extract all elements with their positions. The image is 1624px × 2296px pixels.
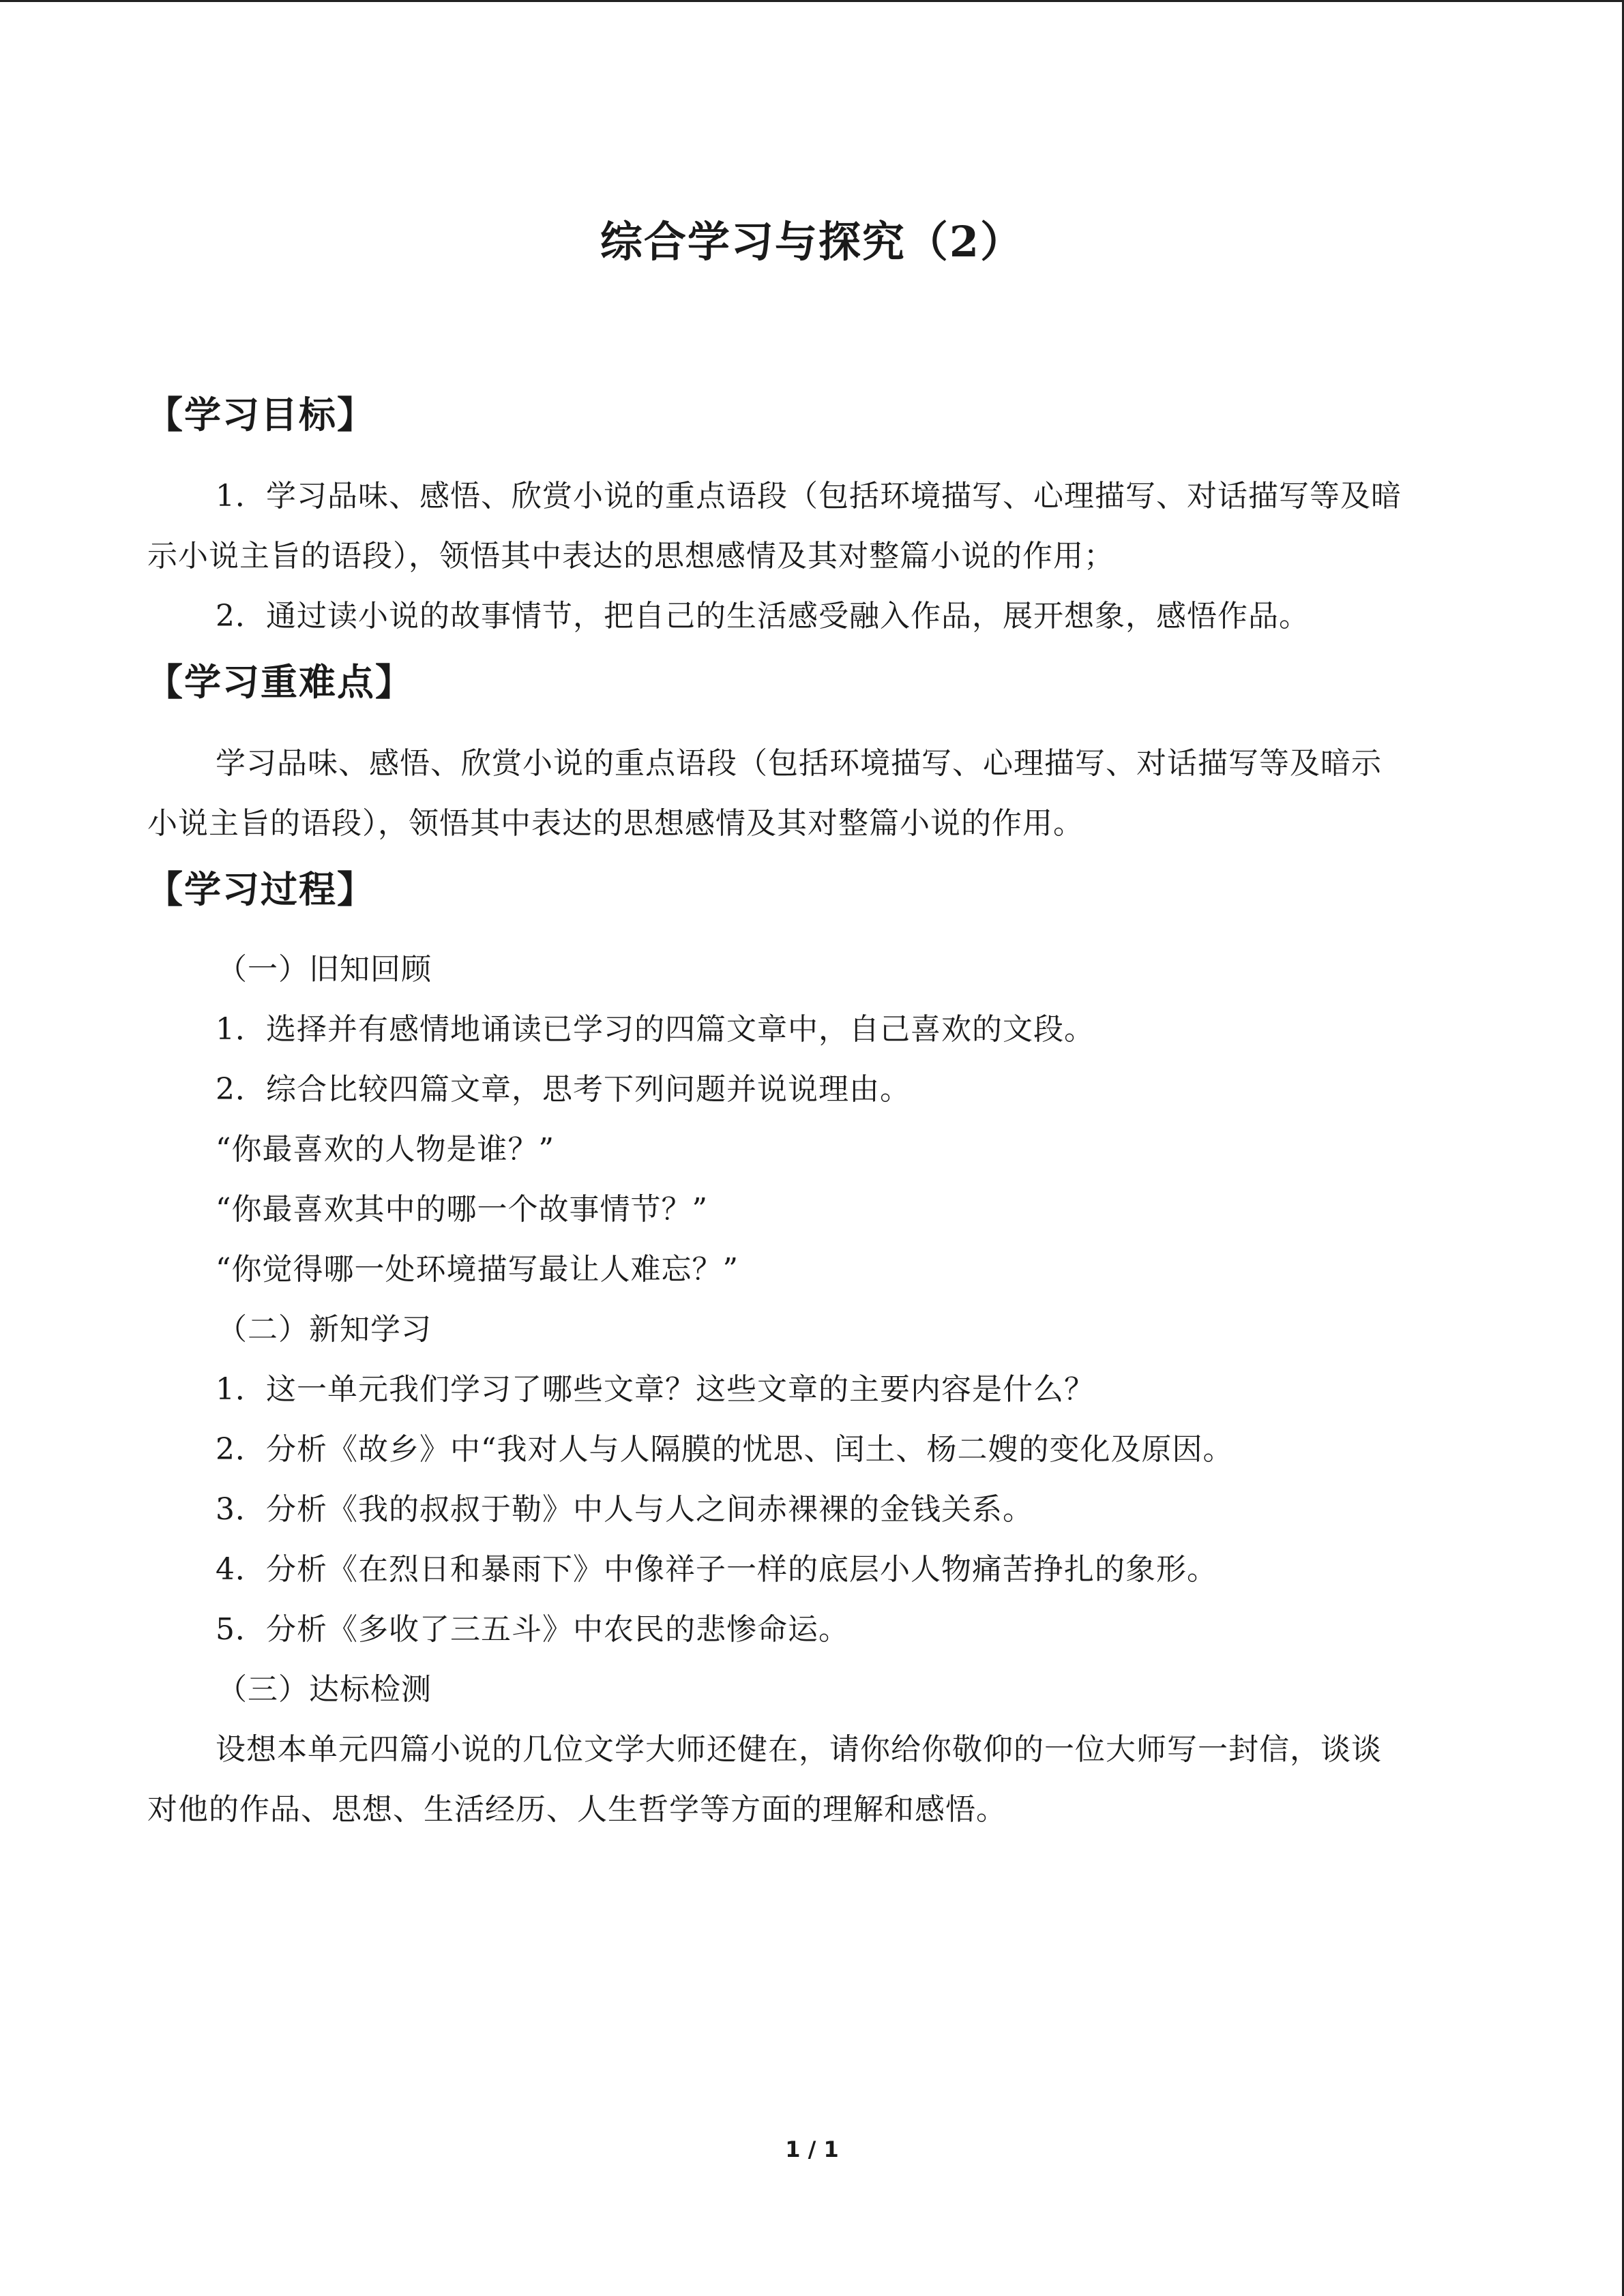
part2-line-1: 1．这一单元我们学习了哪些文章？这些文章的主要内容是什么？ xyxy=(216,1372,1095,1407)
key-point-line-2: 小说主旨的语段），领悟其中表达的思想感情及其对整篇小说的作用。 xyxy=(147,806,1084,841)
part1-line-3: “你最喜欢的人物是谁？” xyxy=(216,1132,555,1167)
key-point-line-1: 学习品味、感悟、欣赏小说的重点语段（包括环境描写、心理描写、对话描写等及暗示 xyxy=(216,746,1382,781)
part3-line-1: 设想本单元四篇小说的几位文学大师还健在，请你给你敬仰的一位大师写一封信，谈谈 xyxy=(216,1732,1382,1767)
part2-line-2: 2．分析《故乡》中“我对人与人隔膜的忧思、闰土、杨二嫂的变化及原因。 xyxy=(216,1432,1234,1467)
heading-process: 【学习过程】 xyxy=(146,867,375,911)
heading-key-points: 【学习重难点】 xyxy=(146,660,413,704)
objective-line-1: 1．学习品味、感悟、欣赏小说的重点语段（包括环境描写、心理描写、对话描写等及暗 xyxy=(216,479,1402,513)
heading-objectives: 【学习目标】 xyxy=(146,393,375,436)
part1-line-2: 2．综合比较四篇文章，思考下列问题并说说理由。 xyxy=(216,1072,911,1107)
page-number: 1 / 1 xyxy=(785,2136,839,2162)
part3-line-2: 对他的作品、思想、生活经历、人生哲学等方面的理解和感悟。 xyxy=(147,1792,1007,1827)
part1-line-4: “你最喜欢其中的哪一个故事情节？” xyxy=(216,1192,708,1227)
part2-label: （二）新知学习 xyxy=(217,1312,432,1347)
objective-line-3: 2．通过读小说的故事情节，把自己的生活感受融入作品，展开想象，感悟作品。 xyxy=(216,599,1310,633)
part3-label: （三）达标检测 xyxy=(217,1672,432,1707)
part2-line-4: 4．分析《在烈日和暴雨下》中像祥子一样的底层小人物痛苦挣扎的象形。 xyxy=(216,1552,1217,1587)
part1-label: （一）旧知回顾 xyxy=(217,952,432,987)
part1-line-1: 1．选择并有感情地诵读已学习的四篇文章中，自己喜欢的文段。 xyxy=(216,1012,1095,1047)
document-title: 综合学习与探究（2） xyxy=(600,217,1024,267)
part2-line-3: 3．分析《我的叔叔于勒》中人与人之间赤裸裸的金钱关系。 xyxy=(216,1492,1033,1527)
part2-line-5: 5．分析《多收了三五斗》中农民的悲惨命运。 xyxy=(216,1612,849,1647)
objective-line-2: 示小说主旨的语段），领悟其中表达的思想感情及其对整篇小说的作用； xyxy=(147,539,1114,573)
part1-line-5: “你觉得哪一处环境描写最让人难忘？” xyxy=(216,1252,739,1287)
